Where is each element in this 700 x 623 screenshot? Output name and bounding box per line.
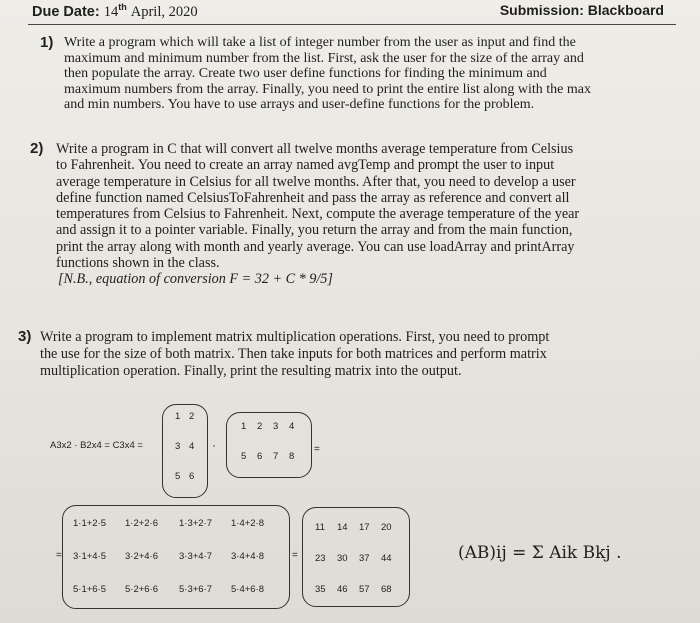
text-line: temperatures from Celsius to Fahrenheit. Next, compute the average temperature of the year [56, 206, 580, 223]
equals-sign: = [292, 550, 298, 561]
matrix-cell: 8 [289, 451, 295, 462]
matrix-product-formula: (AB)ij = Σ Aik Bkj . [458, 543, 622, 563]
matrix-b [226, 412, 312, 478]
matrix-cell: 5·1+6·5 [73, 584, 107, 595]
matrix-cell: 4 [289, 421, 295, 432]
text-line: maximum and minimum number from the list. First, ask the user for the size of the array and [64, 50, 584, 66]
text-line: maximum numbers from the array. Finally, you need to print the entire list along with the max [64, 81, 591, 97]
result-matrix [302, 507, 410, 607]
question-2 [30, 141, 680, 288]
question-text [64, 35, 672, 113]
matrix-cell: 35 [315, 584, 326, 595]
question-3 [18, 329, 683, 379]
matrix-cell: 11 [315, 522, 325, 533]
text-line: Write a program in C that will convert all twelve months average temperature from Celsius [56, 141, 574, 157]
matrix-cell: 44 [381, 553, 392, 564]
text-line: functions shown in the class. [56, 255, 220, 272]
matrix-equation-lhs: A3x2 · B2x4 = C3x4 = [50, 440, 143, 451]
matrix-cell: 2 [189, 411, 195, 422]
matrix-cell: 6 [257, 451, 263, 462]
submission-info: Submission: Blackboard [499, 2, 664, 18]
conversion-note: [N.B., equation of conversion F = 32 + C * 9/5] [58, 271, 333, 288]
header-bar [28, 0, 676, 25]
matrix-cell: 68 [381, 584, 392, 595]
matrix-cell: 14 [337, 522, 348, 533]
matrix-cell: 20 [381, 522, 392, 533]
matrix-cell: 1 [241, 421, 247, 432]
multiply-dot: · [212, 438, 216, 452]
question-text [40, 329, 683, 379]
text-line: print the array along with month and yearly average. You can use loadArray and printArray [56, 238, 575, 255]
text-line: multiplication operation. Finally, print the resulting matrix into the output. [40, 362, 462, 379]
question-number: 2) [30, 140, 44, 157]
matrix-cell: 3·4+4·8 [231, 551, 265, 562]
matrix-cell: 3·2+4·6 [125, 551, 159, 562]
matrix-cell: 17 [359, 522, 370, 533]
question-text [56, 141, 680, 271]
matrix-cell: 4 [189, 441, 195, 452]
matrix-cell: 57 [359, 584, 370, 595]
matrix-cell: 7 [273, 451, 279, 462]
question-number: 3) [18, 328, 32, 345]
text-line: then populate the array. Create two user define functions for finding the minimum and [64, 66, 547, 81]
matrix-cell: 3 [175, 441, 181, 452]
matrix-cell: 5 [241, 451, 247, 462]
text-line: average temperature in Celsius for all twelve months. After that, you need to develop a user [56, 173, 576, 190]
text-line: and min numbers. You have to use arrays and user-define functions for the problem. [64, 97, 535, 112]
equals-sign: = [56, 550, 62, 561]
matrix-cell: 3 [273, 421, 279, 432]
matrix-cell: 46 [337, 584, 348, 595]
expanded-matrix [62, 505, 290, 609]
matrix-cell: 23 [315, 553, 326, 564]
matrix-cell: 1·3+2·7 [179, 518, 213, 529]
text-line: Write a program which will take a list of integer number from the user as input and find the [64, 35, 576, 50]
matrix-cell: 37 [359, 553, 370, 564]
matrix-cell: 3·3+4·7 [179, 551, 213, 562]
matrix-cell: 5·2+6·6 [125, 584, 159, 595]
matrix-cell: 30 [337, 553, 348, 564]
matrix-cell: 5 [175, 471, 181, 482]
text-line: to Fahrenheit. You need to create an array named avgTemp and prompt the user to input [56, 157, 555, 174]
matrix-cell: 1 [175, 411, 181, 422]
matrix-cell: 2 [257, 421, 263, 432]
due-label: Due Date: [32, 3, 100, 20]
due-day: 14 [103, 3, 119, 20]
matrix-cell: 5·4+6·8 [231, 584, 265, 595]
due-month-year: April, 2020 [130, 3, 198, 20]
question-number: 1) [40, 34, 54, 51]
matrix-a [162, 404, 208, 498]
matrix-cell: 3·1+4·5 [73, 551, 107, 562]
due-day-suffix: th [118, 2, 127, 12]
text-line: define function named CelsiusToFahrenheit and pass the array as reference and convert all [56, 189, 570, 206]
text-line: the use for the size of both matrix. Then take inputs for both matrices and perform matrix [40, 345, 547, 362]
matrix-cell: 1·2+2·6 [125, 518, 159, 529]
matrix-cell: 1·4+2·8 [231, 518, 265, 529]
question-1 [40, 35, 672, 113]
equals-sign: = [314, 444, 320, 455]
matrix-cell: 6 [189, 471, 195, 482]
text-line: Write a program to implement matrix multiplication operations. First, you need to prompt [40, 329, 550, 345]
text-line: and assign it to a pointer variable. Finally, you return the array and from the main function, [56, 222, 573, 239]
matrix-cell: 1·1+2·5 [73, 518, 107, 529]
matrix-cell: 5·3+6·7 [179, 584, 213, 595]
due-date [32, 2, 198, 21]
